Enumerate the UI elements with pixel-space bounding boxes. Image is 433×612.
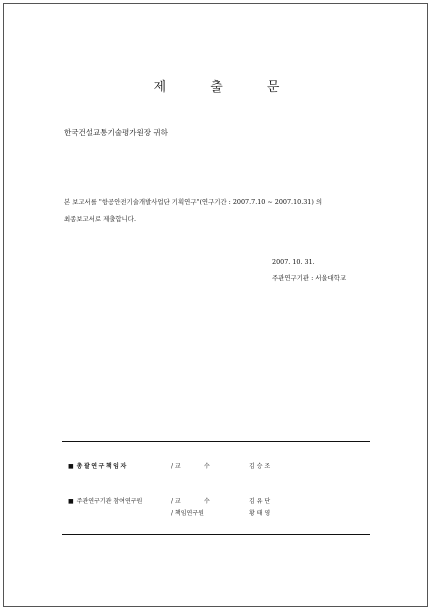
participant-rank: 수	[204, 498, 210, 505]
square-bullet-icon: ■	[68, 463, 74, 470]
lead-researcher-rank: 수	[204, 463, 210, 470]
senior-researcher-title: / 책임연구원	[171, 510, 204, 517]
lead-researcher-role: 총괄연구책임자	[76, 463, 128, 470]
participant-title: / 교	[171, 498, 181, 505]
addressee: 한국건설교통기술평가원장 귀하	[64, 128, 168, 137]
lead-institution: 주관연구기관 : 서울대학교	[272, 274, 347, 282]
document-title: 제 출 문	[153, 80, 300, 95]
body-text-line-1: 본 보고서를 "항공안전기술개발사업단 기획연구"(연구기간 : 2007.7.10 ~ 2007.10.31) 의	[64, 198, 323, 206]
submission-date: 2007. 10. 31.	[272, 258, 315, 266]
signature-row-participant	[68, 496, 142, 505]
participant-name: 김 유 단	[249, 498, 271, 505]
signature-bottom-rule	[62, 534, 370, 535]
participant-role: 주관연구기관 참여연구원	[76, 498, 143, 505]
signature-row-lead	[68, 461, 128, 470]
lead-researcher-title: / 교	[171, 463, 181, 470]
square-bullet-icon: ■	[68, 498, 74, 505]
body-text-line-2: 최종보고서로 제출합니다.	[64, 215, 136, 223]
lead-researcher-name: 김 승 조	[249, 463, 271, 470]
senior-researcher-name: 황 태 영	[249, 510, 271, 517]
signature-top-rule	[62, 441, 370, 442]
